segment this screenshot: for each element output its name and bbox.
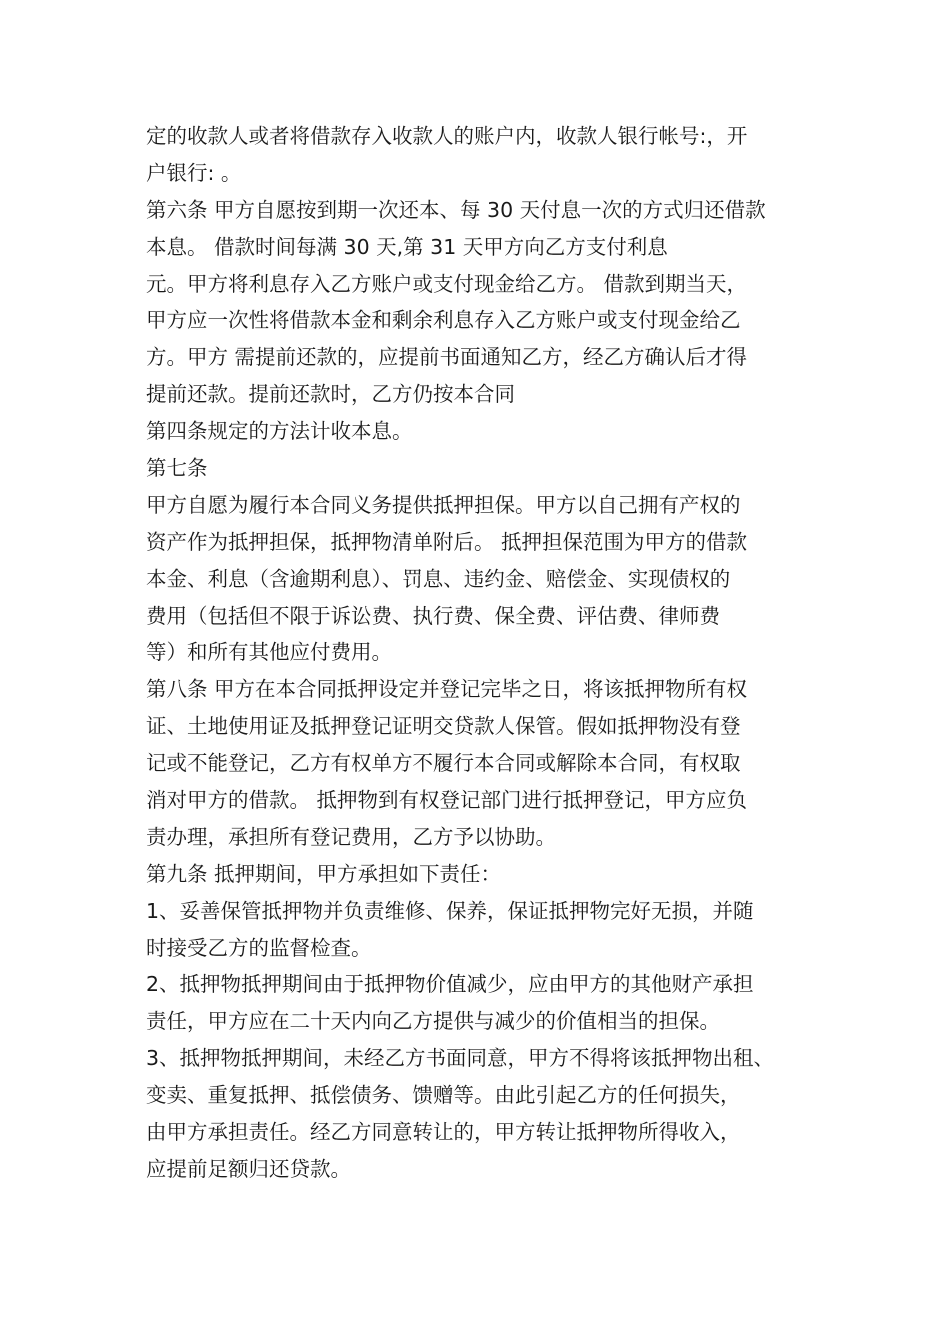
text-line: 消对甲方的借款。 抵押物到有权登记部门进行抵押登记，甲方应负 — [146, 788, 748, 813]
text-line: 甲方应一次性将借款本金和剩余利息存入乙方账户或支付现金给乙 — [146, 308, 741, 333]
text-line: 第九条 抵押期间，甲方承担如下责任： — [146, 861, 502, 886]
text-line: 第六条 甲方自愿按到期一次还本、每 30 天付息一次的方式归还借款 — [146, 197, 766, 222]
list-item-line: 变卖、重复抵押、抵偿债务、馈赠等。由此引起乙方的任何损失， — [146, 1083, 741, 1108]
text-line: 本息。 借款时间每满 30 天,第 31 天甲方向乙方支付利息 — [146, 234, 668, 259]
list-item-line: 应提前足额归还贷款。 — [146, 1156, 351, 1181]
list-item-line: 1、妥善保管抵押物并负责维修、保养，保证抵押物完好无损，并随 — [146, 898, 754, 923]
text-line: 第四条规定的方法计收本息。 — [146, 419, 413, 444]
text-line: 本金、利息（含逾期利息）、罚息、违约金、赔偿金、实现债权的 — [146, 566, 731, 591]
text-line: 甲方自愿为履行本合同义务提供抵押担保。甲方以自己拥有产权的 — [146, 492, 741, 517]
text-line: 记或不能登记，乙方有权单方不履行本合同或解除本合同，有权取 — [146, 751, 741, 776]
list-item-line: 3、抵押物抵押期间，未经乙方书面同意，甲方不得将该抵押物出租、 — [146, 1046, 775, 1071]
text-line: 方。甲方 需提前还款的，应提前书面通知乙方，经乙方确认后才得 — [146, 345, 748, 370]
text-line: 元。甲方将利息存入乙方账户或支付现金给乙方。 借款到期当天， — [146, 271, 748, 296]
list-item-line: 2、抵押物抵押期间由于抵押物价值减少，应由甲方的其他财产承担 — [146, 972, 754, 997]
text-line: 等）和所有其他应付费用。 — [146, 640, 392, 665]
text-line: 证、土地使用证及抵押登记证明交贷款人保管。假如抵押物没有登 — [146, 714, 741, 739]
text-line: 户银行: 。 — [146, 160, 242, 185]
text-line: 费用（包括但不限于诉讼费、执行费、保全费、评估费、律师费 — [146, 603, 720, 628]
list-item-line: 责任，甲方应在二十天内向乙方提供与减少的价值相当的担保。 — [146, 1009, 720, 1034]
text-line: 定的收款人或者将借款存入收款人的账户内，收款人银行帐号:，开 — [146, 124, 748, 148]
list-item-line: 时接受乙方的监督检查。 — [146, 935, 372, 960]
document-body — [146, 118, 846, 1188]
text-line: 提前还款。提前还款时，乙方仍按本合同 — [146, 382, 515, 407]
text-line: 资产作为抵押担保，抵押物清单附后。 抵押担保范围为甲方的借款 — [146, 529, 748, 554]
text-line: 责办理，承担所有登记费用，乙方予以协助。 — [146, 824, 556, 849]
list-item-line: 由甲方承担责任。经乙方同意转让的，甲方转让抵押物所得收入， — [146, 1120, 741, 1145]
section-heading: 第七条 — [146, 456, 208, 481]
text-line: 第八条 甲方在本合同抵押设定并登记完毕之日，将该抵押物所有权 — [146, 677, 748, 702]
